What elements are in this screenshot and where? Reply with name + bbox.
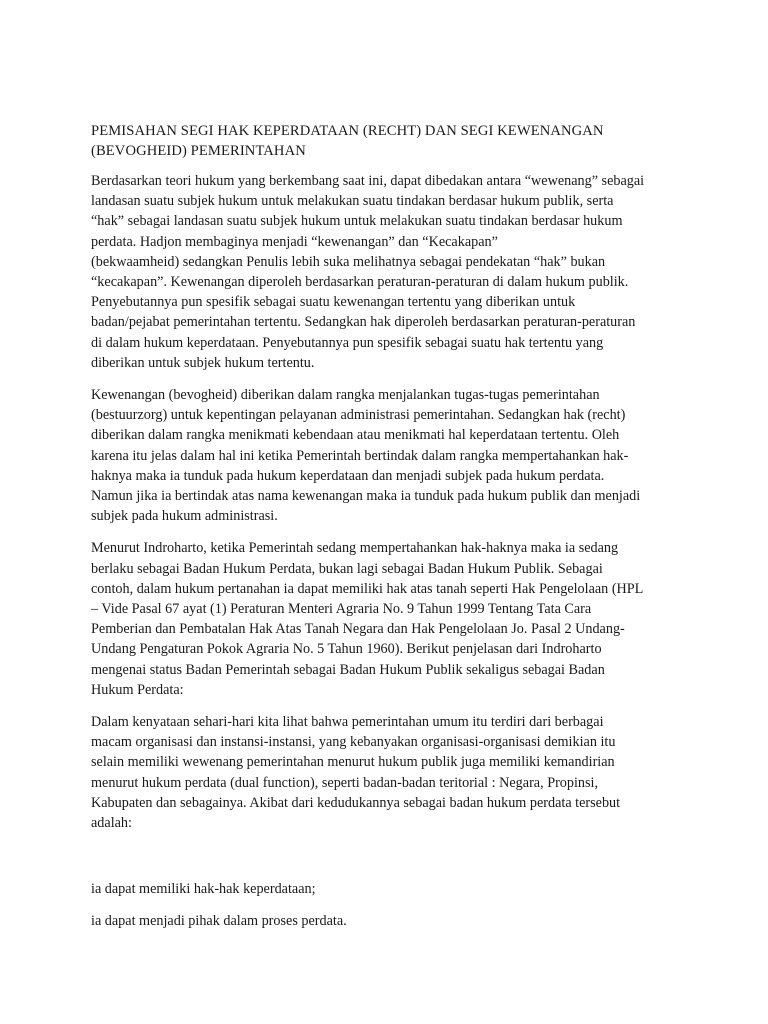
text-line: mengenai status Badan Pemerintah sebagai Badan Hukum Publik sekaligus sebagai Badan <box>91 661 605 678</box>
list-item: ia dapat memiliki hak-hak keperdataan; <box>91 881 316 898</box>
text-line: haknya maka ia tunduk pada hukum keperdataan dan menjadi subjek pada hukum perdata. <box>91 467 605 484</box>
text-line: Kabupaten dan sebagainya. Akibat dari kedudukannya sebagai badan hukum perdata tersebut <box>91 794 621 811</box>
text-line: landasan suatu subjek hukum untuk melakukan suatu tindakan berdasar hukum publik, serta <box>91 193 614 210</box>
text-line: Kewenangan (bevogheid) diberikan dalam rangka menjalankan tugas-tugas pemerintahan <box>91 387 600 404</box>
text-line: perdata. Hadjon membaginya menjadi “kewenangan” dan “Kecakapan” <box>91 233 498 250</box>
text-line: Undang Pengaturan Pokok Agraria No. 5 Tahun 1960). Berikut penjelasan dari Indroharto <box>91 641 602 658</box>
text-line: “hak” sebagai landasan suatu subjek hukum untuk melakukan suatu tindakan berdasar hukum <box>91 213 623 230</box>
list-item: ia dapat menjadi pihak dalam proses perdata. <box>91 913 347 930</box>
text-line: berlaku sebagai Badan Hukum Perdata, bukan lagi sebagai Badan Hukum Publik. Sebagai <box>91 560 603 577</box>
text-line: Dalam kenyataan sehari-hari kita lihat bahwa pemerintahan umum itu terdiri dari berbagai <box>91 714 604 731</box>
paragraph-1 <box>91 171 688 373</box>
text-line: Berdasarkan teori hukum yang berkembang saat ini, dapat dibedakan antara “wewenang” sebagai <box>91 173 645 189</box>
text-line: diberikan untuk subjek hukum tertentu. <box>91 354 315 371</box>
text-line: contoh, dalam hukum pertanahan ia dapat memiliki hak atas tanah seperti Hak Pengelolaan (HPL <box>91 580 644 597</box>
text-line: diberikan dalam rangka menikmati kebendaan atau menikmati hal keperdataan tertentu. Oleh <box>91 427 620 444</box>
text-line: Menurut Indroharto, ketika Pemerintah sedang mempertahankan hak-haknya maka ia sedang <box>91 540 619 557</box>
paragraph-2 <box>91 385 688 526</box>
text-line: macam organisasi dan instansi-instansi, yang kebanyakan organisasi-organisasi demikian itu <box>91 734 616 751</box>
text-line: adalah: <box>91 815 132 832</box>
text-line: – Vide Pasal 67 ayat (1) Peraturan Menteri Agraria No. 9 Tahun 1999 Tentang Tata Cara <box>91 601 592 618</box>
text-line: menurut hukum perdata (dual function), seperti badan-badan teritorial : Negara, Propinsi, <box>91 774 599 791</box>
blank-space <box>91 845 688 879</box>
document-title <box>91 121 688 161</box>
text-line: badan/pejabat pemerintahan tertentu. Sedangkan hak diperoleh berdasarkan peraturan-peraturan <box>91 314 636 331</box>
text-line: Pemberian dan Pembatalan Hak Atas Tanah Negara dan Hak Pengelolaan Jo. Pasal 2 Undang- <box>91 621 625 638</box>
paragraph-3 <box>91 538 688 700</box>
title-line: (BEVOGHEID) PEMERINTAHAN <box>91 143 306 159</box>
title-line: PEMISAHAN SEGI HAK KEPERDATAAN (RECHT) DAN SEGI KEWENANGAN <box>91 123 604 139</box>
text-line: di dalam hukum keperdataan. Penyebutannya pun spesifik sebagai suatu hak tertentu yang <box>91 334 604 351</box>
text-line: Hukum Perdata: <box>91 681 184 698</box>
text-line: (bestuurzorg) untuk kepentingan pelayanan administrasi pemerintahan. Sedangkan hak (recht) <box>91 407 626 424</box>
text-line: “kecakapan”. Kewenangan diperoleh berdasarkan peraturan-peraturan di dalam hukum publik. <box>91 274 629 291</box>
text-line: karena itu jelas dalam hal ini ketika Pemerintah bertindak dalam rangka mempertahankan hak- <box>91 447 629 464</box>
text-line: subjek pada hukum administrasi. <box>91 508 278 525</box>
text-line: selain memiliki wewenang pemerintahan menurut hukum publik juga memiliki kemandirian <box>91 754 615 771</box>
text-line: Namun jika ia bertindak atas nama kewenangan maka ia tunduk pada hukum publik dan menjadi <box>91 488 641 505</box>
paragraph-4 <box>91 712 688 833</box>
text-line: Penyebutannya pun spesifik sebagai suatu kewenangan tertentu yang diberikan untuk <box>91 294 576 311</box>
text-line: (bekwaamheid) sedangkan Penulis lebih suka melihatnya sebagai pendekatan “hak” bukan <box>91 253 606 270</box>
